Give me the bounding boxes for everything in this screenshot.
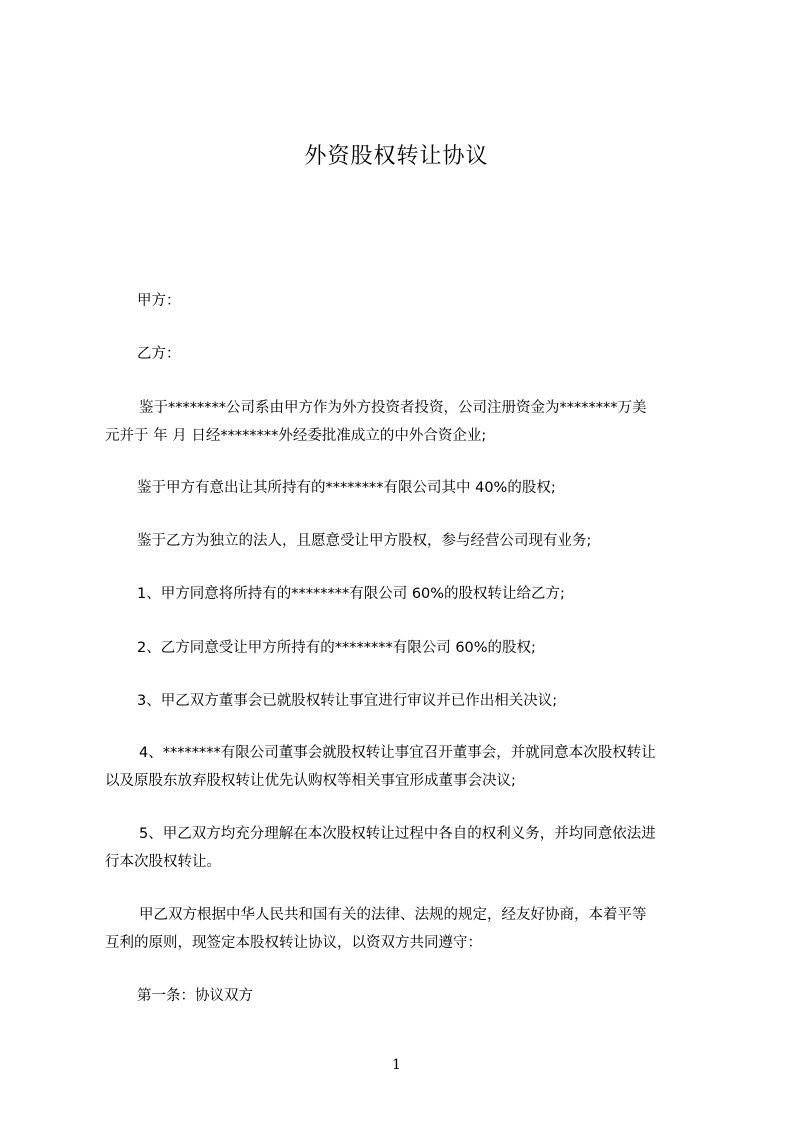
item-1: 1、甲方同意将所持有的********有限公司 60%的股权转让给乙方; bbox=[137, 586, 565, 602]
agreement-intro-line-1: 甲乙双方根据中华人民共和国有关的法律、法规的规定，经友好协商，本着平等 bbox=[139, 907, 647, 923]
article-1-heading: 第一条：协议双方 bbox=[137, 988, 253, 1004]
recital-1-line-1: 鉴于********公司系由甲方作为外方投资者投资，公司注册资金为********万美 bbox=[139, 400, 647, 416]
item-4 bbox=[105, 739, 695, 795]
agreement-intro bbox=[105, 901, 695, 957]
item-4-line-1: 4、********有限公司董事会就股权转让事宜召开董事会，并就同意本次股权转让 bbox=[139, 745, 656, 761]
item-5-line-2: 行本次股权转让。 bbox=[105, 854, 221, 870]
document-title: 外资股权转让协议 bbox=[304, 144, 489, 169]
recital-1 bbox=[105, 394, 695, 450]
recital-3: 鉴于乙方为独立的法人，且愿意受让甲方股权，参与经营公司现有业务; bbox=[137, 533, 592, 549]
item-2: 2、乙方同意受让甲方所持有的********有限公司 60%的股权; bbox=[137, 640, 536, 656]
item-5-line-1: 5、甲乙双方均充分理解在本次股权转让过程中各自的权利义务，并均同意依法进 bbox=[139, 826, 656, 842]
recital-1-line-2: 元并于 年 月 日经********外经委批准成立的中外合资企业; bbox=[105, 428, 487, 444]
item-4-line-2: 以及原股东放弃股权转让优先认购权等相关事宜形成董事会决议; bbox=[105, 773, 516, 789]
item-5 bbox=[105, 820, 695, 876]
page-number: 1 bbox=[392, 1057, 401, 1073]
agreement-intro-line-2: 互利的原则，现签定本股权转让协议，以资双方共同遵守： bbox=[105, 935, 482, 951]
recital-2: 鉴于甲方有意出让其所持有的********有限公司其中 40%的股权; bbox=[137, 480, 556, 496]
party-a-label: 甲方： bbox=[137, 293, 181, 309]
party-b-label: 乙方： bbox=[137, 346, 181, 362]
item-3: 3、甲乙双方董事会已就股权转让事宜进行审议并已作出相关决议; bbox=[137, 693, 558, 709]
